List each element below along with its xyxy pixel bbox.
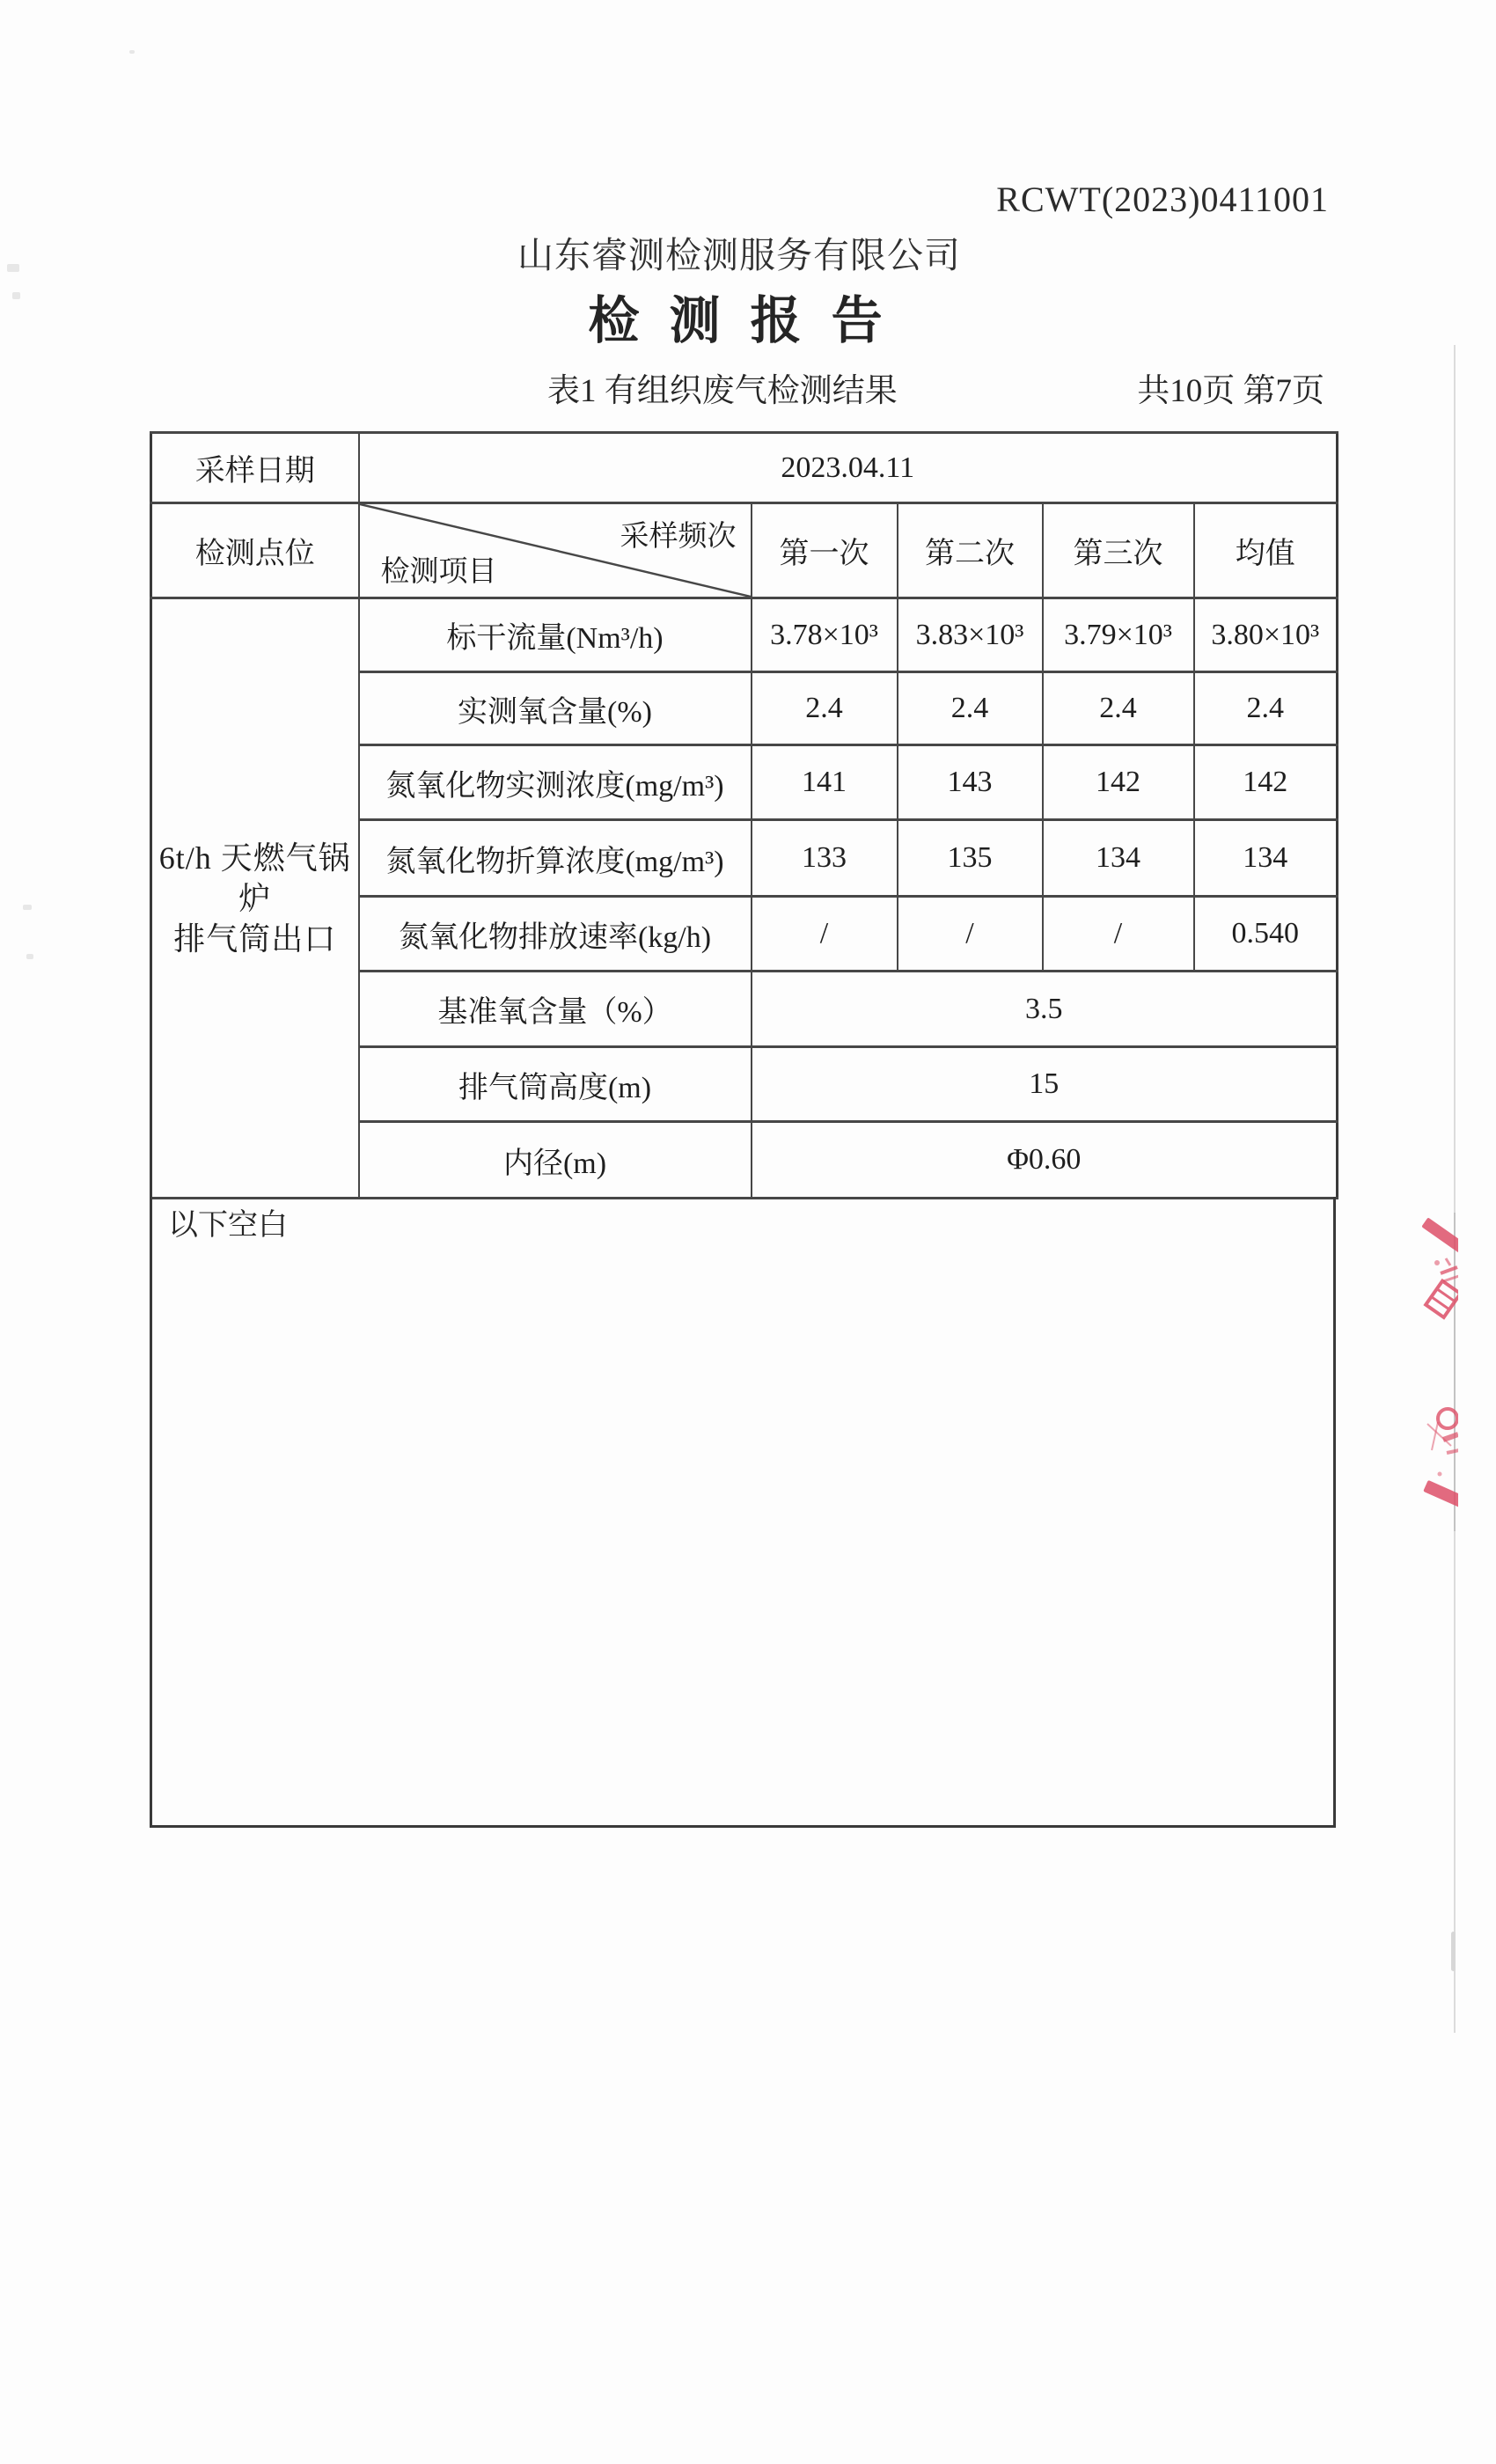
item-label: 氮氧化物排放速率(kg/h): [359, 897, 752, 972]
freq-header-avg: 均值: [1194, 503, 1338, 598]
item-label: 氮氧化物折算浓度(mg/m³): [359, 820, 752, 897]
value-cell: /: [898, 897, 1043, 972]
value-cell: 2.4: [1043, 672, 1194, 745]
item-label: 排气筒高度(m): [359, 1047, 752, 1122]
freq-header-1: 第一次: [752, 503, 898, 598]
merged-value-cell: 3.5: [752, 972, 1338, 1047]
sampling-date-label: 采样日期: [151, 433, 359, 503]
scan-page-edge-line: [1454, 345, 1456, 2033]
red-stamp-fragments: [1408, 1214, 1458, 1514]
value-cell: 0.540: [1194, 897, 1338, 972]
site-line1: 6t/h 天燃气锅炉: [158, 840, 351, 916]
value-cell: 3.83×10³: [898, 598, 1043, 672]
table-caption: 表1 有组织废气检测结果: [547, 373, 898, 409]
value-cell: 3.79×10³: [1043, 598, 1194, 672]
freq-header-2: 第二次: [898, 503, 1043, 598]
value-cell: 142: [1043, 745, 1194, 820]
value-cell: 2.4: [752, 672, 898, 745]
sampling-site-cell: [151, 598, 359, 1199]
below-blank-label: 以下空白: [168, 1209, 288, 1242]
scan-smudge: [1451, 1932, 1456, 1971]
report-number: RCWT(2023)0411001: [996, 180, 1329, 219]
value-cell: 3.78×10³: [752, 598, 898, 672]
value-cell: 133: [752, 820, 898, 897]
value-cell: 143: [898, 745, 1043, 820]
merged-value-cell: Φ0.60: [752, 1122, 1338, 1199]
diagonal-bottom-label: 检测项目: [380, 556, 497, 588]
page-title: 检 测 报 告: [588, 292, 891, 349]
value-cell: 134: [1043, 820, 1194, 897]
scan-speck: [26, 954, 33, 959]
item-label: 基准氧含量（%）: [359, 972, 752, 1047]
scan-speck: [12, 292, 20, 299]
value-cell: 3.80×10³: [1194, 598, 1338, 672]
value-cell: /: [752, 897, 898, 972]
sampling-date-value: 2023.04.11: [359, 433, 1338, 503]
company-name: 山东睿测检测服务有限公司: [517, 235, 961, 275]
scan-speck: [23, 905, 32, 910]
blank-remainder-box: [150, 1197, 1336, 1828]
diagonal-top-label: 采样频次: [620, 521, 737, 553]
item-label: 氮氧化物实测浓度(mg/m³): [359, 745, 752, 820]
value-cell: /: [1043, 897, 1194, 972]
item-label: 内径(m): [359, 1122, 752, 1199]
item-label: 标干流量(Nm³/h): [359, 598, 752, 672]
item-label: 实测氧含量(%): [359, 672, 752, 745]
scan-speck: [7, 264, 19, 272]
scan-speck: [129, 50, 135, 54]
value-cell: 2.4: [1194, 672, 1338, 745]
value-cell: 142: [1194, 745, 1338, 820]
point-label: 检测点位: [151, 503, 359, 598]
diagonal-header-cell: [359, 503, 752, 598]
value-cell: 2.4: [898, 672, 1043, 745]
site-line2: 排气筒出口: [173, 920, 337, 957]
value-cell: 134: [1194, 820, 1338, 897]
freq-header-3: 第三次: [1043, 503, 1194, 598]
page-number-info: 共10页 第7页: [1137, 373, 1324, 409]
emission-results-table: [150, 431, 1338, 1199]
value-cell: 141: [752, 745, 898, 820]
value-cell: 135: [898, 820, 1043, 897]
merged-value-cell: 15: [752, 1047, 1338, 1122]
